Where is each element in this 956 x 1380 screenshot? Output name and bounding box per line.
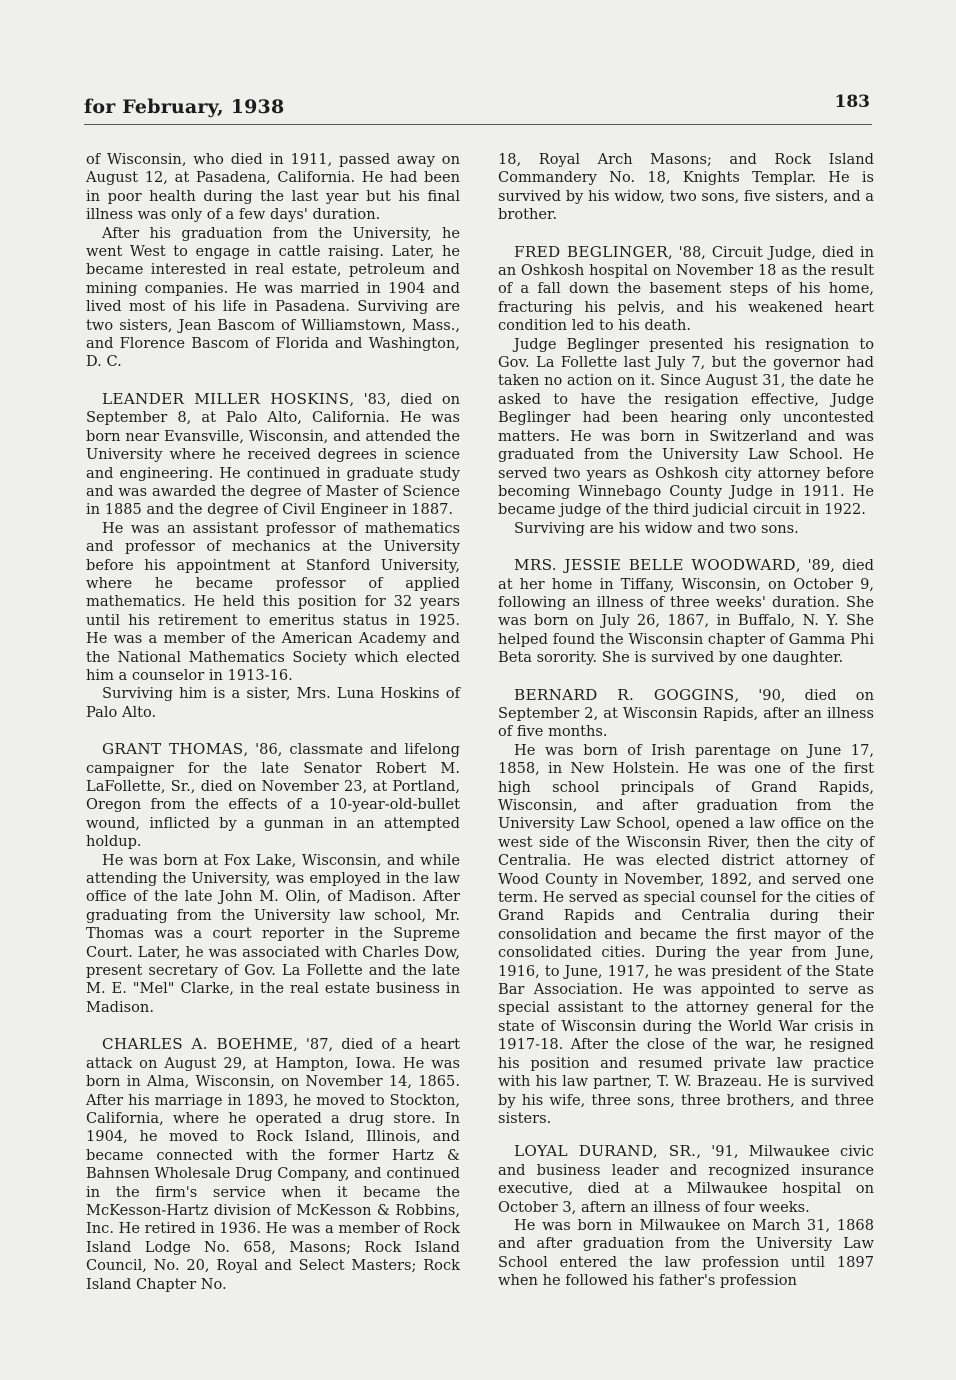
obituary-name: GRANT THOMAS: [102, 740, 244, 759]
obituary-entry: MRS. JESSIE BELLE WOODWARD, '89, died at her home in Tiffany, Wisconsin, on October 9, following an illness of three weeks' duration. She was born on July 26, 1867, in Buffalo, N. Y. She helped found the Wisconsin chapter of Gamma Phi Beta sorority. She is survived by one daughter.: [498, 556, 874, 667]
obituary-name: LEANDER MILLER HOSKINS: [102, 389, 350, 408]
page-number: 183: [834, 92, 870, 112]
obituary-name: CHARLES A. BOEHME: [102, 1035, 294, 1054]
obituary-name: LOYAL DURAND, SR.: [514, 1142, 697, 1161]
paragraph: Surviving him is a sister, Mrs. Luna Hoskins of Palo Alto.: [86, 685, 460, 721]
paragraph: of Wisconsin, who died in 1911, passed away on August 12, at Pasadena, California. He had been in poor health during the last year but his final illness was only of a few days' duration.: [86, 151, 460, 224]
obituary-entry: BERNARD R. GOGGINS, '90, died on September 2, at Wisconsin Rapids, after an illness of five months.: [498, 685, 874, 741]
paragraph: Judge Beglinger presented his resignation to Gov. La Follette last July 7, but the governor had taken no action on it. Since August 31, the date he asked to have the resigation effective, Judge Beglinger had been hearing only uncontested matters. He was born in Switzerland and was graduated from the University Law School. He served two years as Oshkosh city attorney before becoming Winnebago County Judge in 1911. He became judge of the third judicial circuit in 1922.: [498, 335, 874, 519]
obituary-entry: LOYAL DURAND, SR., '91, Milwaukee civic and business leader and recognized insurance executive, died at a Milwaukee hospital on October 3, aftern an illness of four weeks.: [498, 1142, 874, 1216]
obituary-entry: GRANT THOMAS, '86, classmate and lifelong campaigner for the late Senator Robert M. LaFollette, Sr., died on November 23, at Portland, Oregon from the effects of a 10-year-old-bullet wound, inflicted by a gunman in an attempted holdup.: [86, 740, 460, 851]
obituary-name: FRED BEGLINGER: [514, 242, 669, 261]
paragraph: He was born of Irish parentage on June 17, 1858, in New Holstein. He was one of the first high school principals of Grand Rapids, Wisconsin, and after graduation from the University Law School, opened a law office on the west side of the Wisconsin River, then the city of Centralia. He was elected district attorney of Wood County in November, 1892, and served one term. He served as special counsel for the cities of Grand Rapids and Centralia during their consolidation and became the first mayor of the consolidated cities. During the year from June, 1916, to June, 1917, he was president of the State Bar Association. He was appointed to serve as special assistant to the attorney general for the state of Wisconsin during the World War crisis in 1917-18. After the close of the war, he resigned his position and resumed private law practice with his law partner, T. W. Brazeau. He is survived by his wife, three sons, three brothers, and three sisters.: [498, 741, 874, 1127]
paragraph: He was born in Milwaukee on March 31, 1868 and after graduation from the University Law School entered the law profession until 1897 when he followed his father's profession: [498, 1216, 874, 1290]
paragraph: He was an assistant professor of mathematics and professor of mechanics at the University before his appointment at Stanford University, where he became professor of applied mathematics. He held this position for 32 years until his retirement to emeritus status in 1925. He was a member of the American Academy and the National Mathematics Society which elected him a counselor in 1913-16.: [86, 519, 460, 684]
paragraph: 18, Royal Arch Masons; and Rock Island Commandery No. 18, Knights Templar. He is survived by his widow, two sons, five sisters, and a brother.: [498, 151, 874, 224]
paragraph: After his graduation from the University, he went West to engage in cattle raising. Later, he became interested in real estate, petroleum and mining companies. He was married in 1904 and lived most of his life in Pasadena. Surviving are two sisters, Jean Bascom of Williamstown, Mass., and Florence Bascom of Florida and Washington, D. C.: [86, 224, 460, 371]
paragraph: He was born at Fox Lake, Wisconsin, and while attending the University, was employed in the law office of the late John M. Olin, of Madison. After graduating from the University law school, Mr. Thomas was a court reporter in the Supreme Court. Later, he was associated with Charles Dow, present secretary of Gov. La Follette and the late M. E. "Mel" Clarke, in the real estate business in Madison.: [86, 851, 460, 1016]
right-column: [498, 151, 874, 1291]
obituary-entry: FRED BEGLINGER, '88, Circuit Judge, died in an Oshkosh hospital on November 18 as the result of a fall down the basement steps of his home, fracturing his pelvis, and his weakened heart condition led to his death.: [498, 242, 875, 335]
obituary-name: BERNARD R. GOGGINS: [514, 685, 735, 704]
header-rule: [84, 124, 872, 125]
page-header: [84, 92, 870, 122]
left-column: [86, 151, 460, 1294]
obituary-name: MRS. JESSIE BELLE WOODWARD: [514, 556, 796, 575]
obituary-entry: CHARLES A. BOEHME, '87, died of a heart attack on August 29, at Hampton, Iowa. He was born in Alma, Wisconsin, on November 14, 1865. After his marriage in 1893, he moved to Stockton, California, where he operated a drug store. In 1904, he moved to Rock Island, Illinois, and became connected with the former Hartz & Bahnsen Wholesale Drug Company, and continued in the firm's service when it became the McKesson-Hartz division of McKesson & Robbins, Inc. He retired in 1936. He was a member of Rock Island Lodge No. 658, Masons; Rock Island Council, No. 20, Royal and Select Masters; Rock Island Chapter No.: [86, 1035, 460, 1293]
running-head: for February, 1938: [84, 96, 285, 118]
paragraph: Surviving are his widow and two sons.: [514, 519, 799, 537]
obituary-entry: LEANDER MILLER HOSKINS, '83, died on September 8, at Palo Alto, California. He was born near Evansville, Wisconsin, and attended the University where he received degrees in science and engineering. He continued in graduate study and was awarded the degree of Master of Science in 1885 and the degree of Civil Engineer in 1887.: [86, 389, 461, 519]
